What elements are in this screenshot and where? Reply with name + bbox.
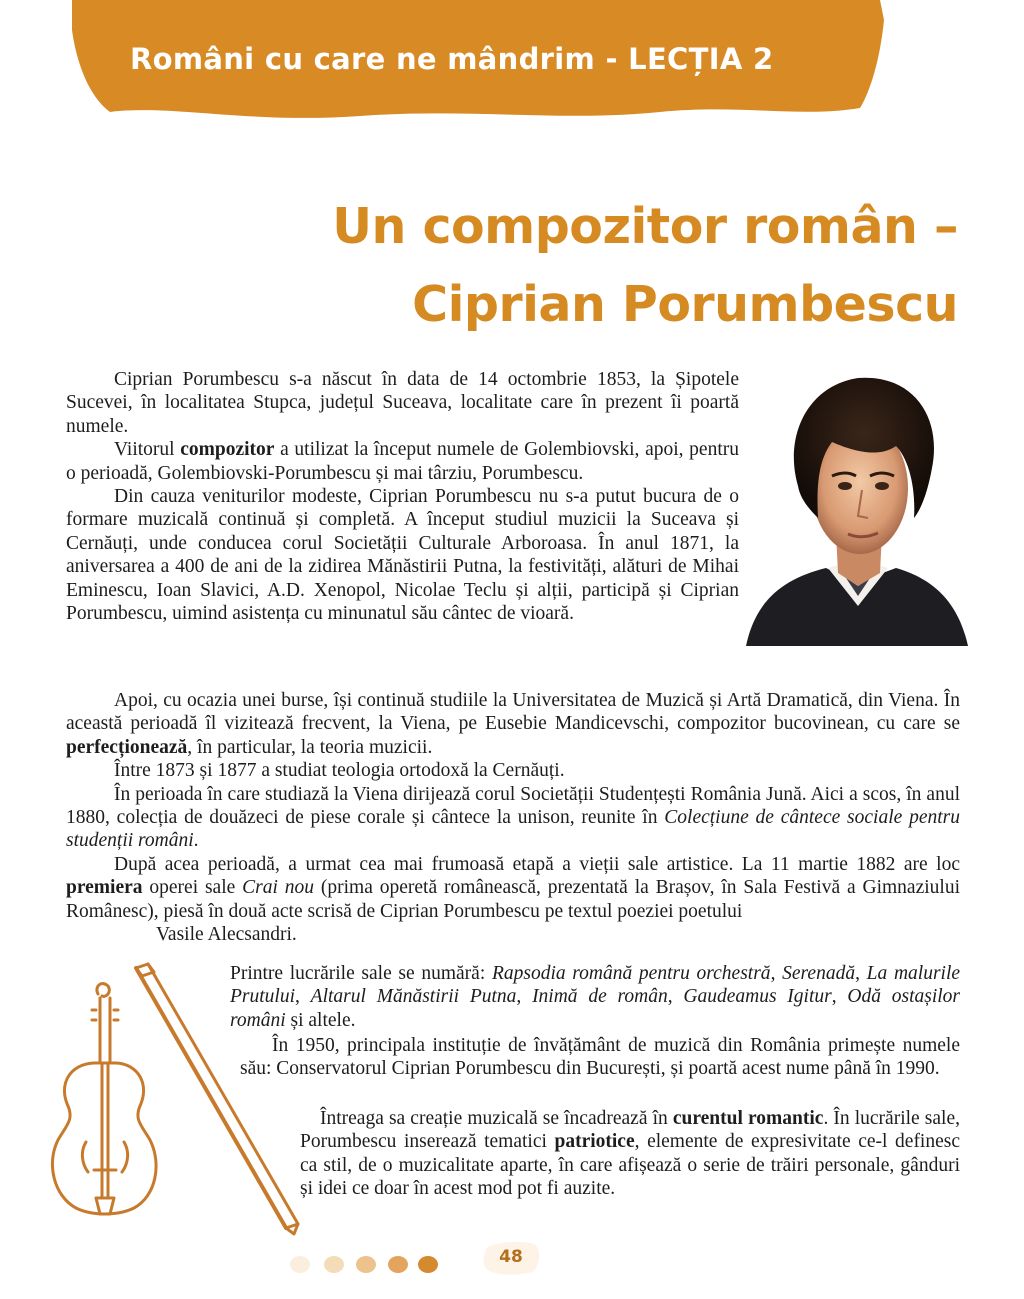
text-column-beside-portrait: [66, 368, 739, 625]
text-run: ,: [855, 963, 867, 984]
text-run: În perioada în care studiază la Viena dirijează corul Societății Studențești România Jună. Aici a scos, în anul 1880, colecția de douăzeci de piese corale și cântece la unison, reunite în: [66, 783, 960, 829]
text-run: a utilizat la început numele de Golembiovski, apoi, pentru o perioadă, Golembiovski-Porumbescu și mai târziu, Porumbescu.: [66, 439, 739, 484]
work-title: Odă ostașilor români: [230, 986, 961, 1031]
footer-dot: [356, 1256, 376, 1273]
footer-dot: [324, 1256, 344, 1273]
text-run: operei sale: [142, 877, 243, 899]
page-title: [332, 188, 958, 344]
text-run: Printre lucrările sale se numără:: [230, 963, 492, 984]
text-run: ,: [516, 986, 533, 1008]
text-run: Viitorul: [114, 439, 181, 461]
portrait-image: [746, 368, 968, 646]
text-run: ,: [295, 986, 311, 1008]
page-number: 48: [499, 1247, 523, 1267]
work-title: Gaudeamus Igitur: [683, 986, 832, 1008]
paragraph-theology: Între 1873 și 1877 a studiat teologia ortodoxă la Cernăuți.: [114, 760, 565, 782]
paragraph-birth: Ciprian Porumbescu s-a născut în data de 14 octombrie 1853, la Șipotele Sucevei, în localitatea Stupca, județul Suceava, localitate care în prezent îi poartă numele.: [66, 369, 739, 437]
text-run: .: [193, 830, 199, 852]
collection-title: Colecțiune de cântece sociale pentru studenții români: [66, 807, 960, 852]
footer-dot: [388, 1256, 408, 1273]
text-run: (prima operetă românească, prezentată la Brașov, în Sala Festivă a Gimnaziului Românesc), piesă în două acte scrisă de Ciprian Porumbescu pe textul poeziei poetului: [66, 877, 960, 922]
paragraph-vienna: [66, 689, 960, 759]
opera-title: Crai nou: [242, 877, 315, 899]
text-run: Apoi, cu ocazia unei burse, își continuă studiile la Universitatea de Muzică și Artă Dramatică, din Viena. În această perioadă îl vizitează frecvent, la Viena, pe Eusebie Mandicevschi, compozitor bucovinean, cu care se: [66, 690, 960, 735]
text-run: , elemente de expresivitate ce-l definesc ca stil, de o muzicalitate aparte, în care afișează o serie de trăiri personale, gânduri și idei ce doar în acest mod pot fi auzite.: [300, 1131, 960, 1200]
keyword-compozitor: compozitor: [180, 439, 275, 461]
paragraph-works: [230, 962, 960, 1032]
work-title: La malurile Prutului: [230, 963, 961, 1008]
footer-dot: [418, 1256, 438, 1273]
work-title: Inimă de român: [532, 986, 668, 1008]
text-run: După acea perioadă, a urmat cea mai frumoasă etapă a vieții sale artistice. La 11 martie 1882 are loc: [114, 853, 960, 875]
work-title: Rapsodia română pentru orchestră: [491, 963, 771, 984]
text-run: și altele.: [285, 1009, 356, 1031]
paragraph-premiere-end: Vasile Alecsandri.: [156, 924, 297, 946]
paragraph-romantic: [300, 1107, 960, 1201]
page-number-badge: [480, 1240, 542, 1276]
paragraph-conservatory: În 1950, principala instituție de învățământ de muzică din România primește numele său: Conservatorul Ciprian Porumbescu din București, și poartă acest nume până în 1990.: [240, 1035, 960, 1080]
work-title: Serenadă: [782, 963, 856, 984]
keyword-curentul-romantic: curentul romantic: [672, 1108, 824, 1129]
violin-icon: [36, 958, 316, 1238]
lesson-header: Români cu care ne mândrim - LECȚIA 2: [130, 42, 774, 76]
page-title-line-1: Un compozitor român –: [332, 198, 958, 255]
text-run: ,: [770, 963, 783, 984]
keyword-premiera: premiera: [66, 877, 143, 899]
footer-dot: [290, 1256, 310, 1273]
text-romantic: [300, 1107, 960, 1201]
text-run: . În lucrările sale, Porumbescu inserează tematici: [300, 1108, 960, 1153]
text-run: ,: [667, 986, 684, 1008]
text-run: , în particular, la teoria muzicii.: [187, 736, 433, 758]
text-conservatory: [240, 1034, 960, 1081]
text-run: Întreaga sa creație muzicală se încadrează în: [320, 1108, 673, 1129]
work-title: Altarul Mănăstirii Putna: [310, 986, 517, 1008]
paragraph-choir: [66, 783, 960, 853]
text-column-full: [66, 689, 960, 946]
text-works-list: [230, 962, 960, 1032]
page-title-line-2: Ciprian Porumbescu: [412, 276, 958, 333]
keyword-patriotice: patriotice: [554, 1131, 635, 1153]
page-dots: [290, 1252, 450, 1276]
paragraph-education: Din cauza veniturilor modeste, Ciprian Porumbescu nu s-a putut bucura de o formare muzicală continuă și completă. A început studiul muzicii la Suceava și Cernăuți, unde conducea corul Societății Culturale Arboroasa. În anul 1871, la aniversarea a 400 de ani de la zidirea Mănăstirii Putna, la festivități, alături de Mihai Eminescu, Ioan Slavici, A.D. Xenopol, Nicolae Teclu și alții, participă și Ciprian Porumbescu, uimind asistența cu minunatul său cântec de vioară.: [66, 486, 739, 625]
paragraph-names: [66, 438, 739, 485]
text-run: ,: [831, 986, 848, 1008]
paragraph-premiere: [66, 853, 960, 923]
keyword-perfectioneaza: perfecționează: [66, 736, 188, 758]
